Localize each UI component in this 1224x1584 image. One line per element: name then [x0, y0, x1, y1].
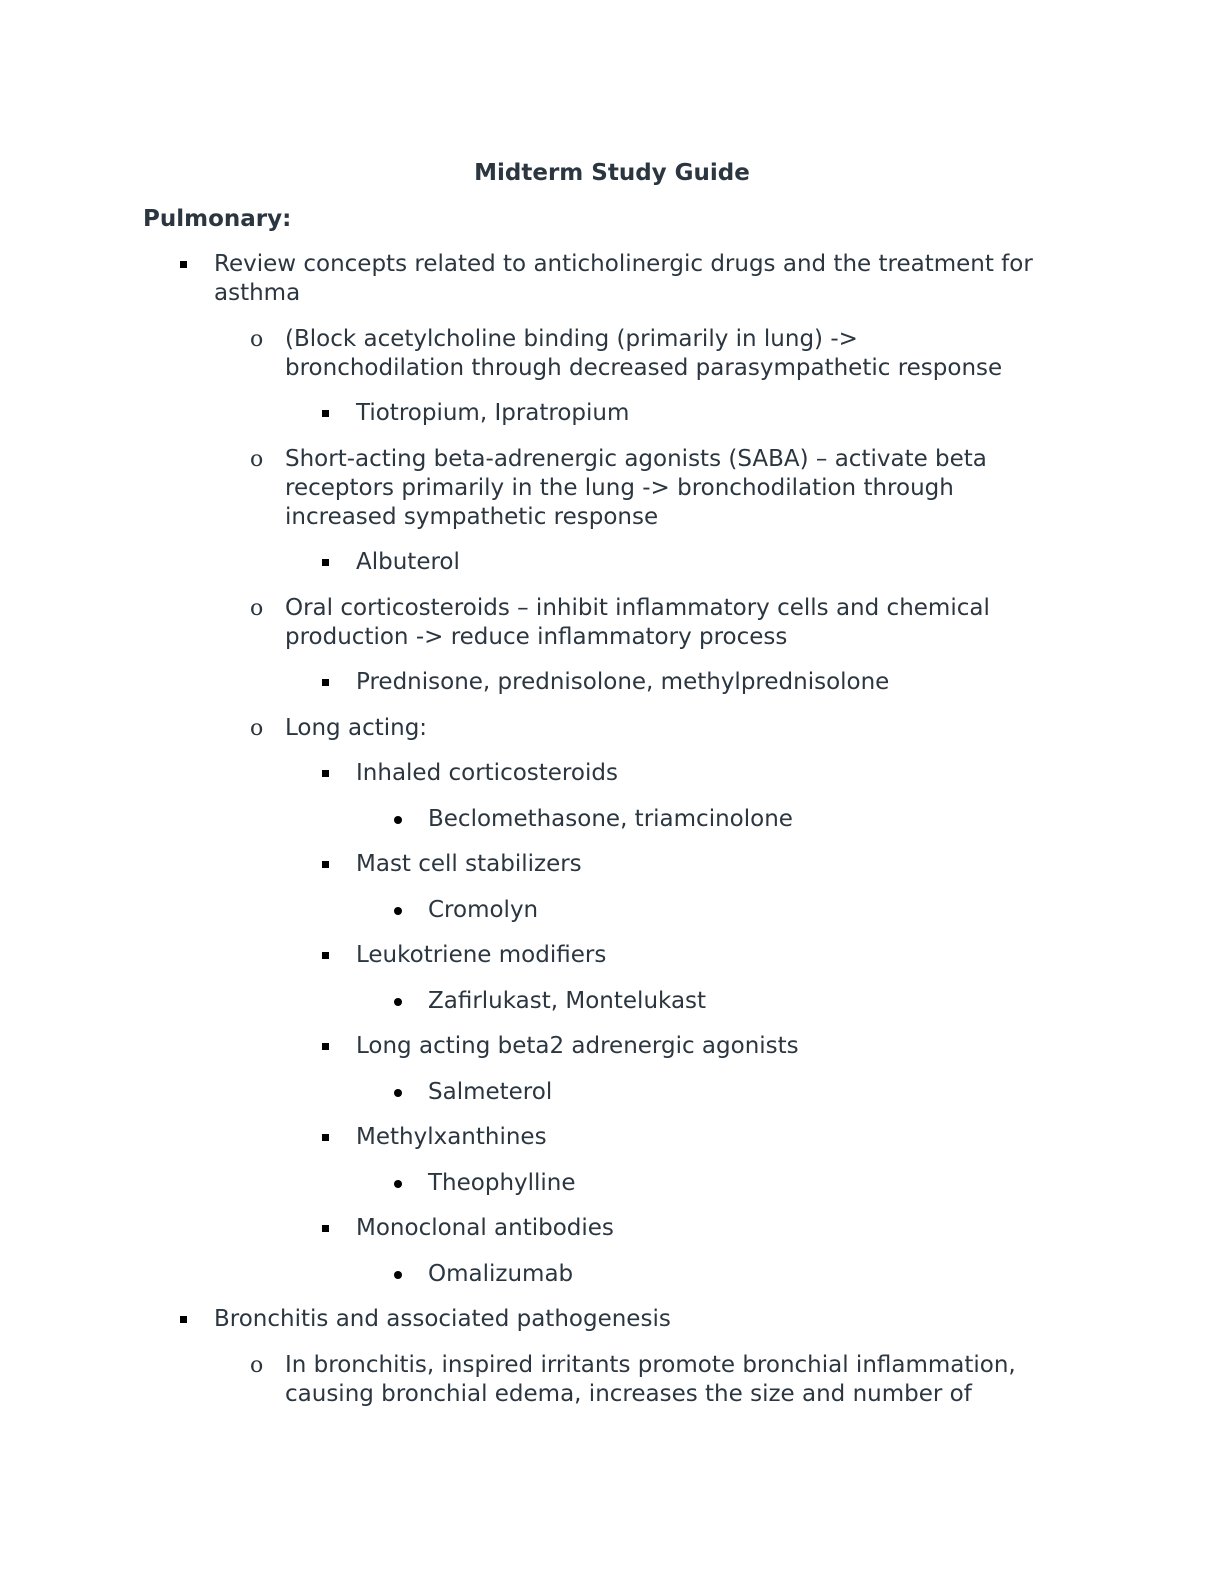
section-heading: Pulmonary: [143, 206, 292, 232]
square-bullet-icon [322, 410, 329, 417]
dot-bullet-icon [394, 907, 402, 915]
dot-bullet-icon [394, 1271, 402, 1279]
list-item-text: asthma [214, 280, 301, 306]
list-item-text: Short-acting beta-adrenergic agonists (SABA) – activate beta [285, 445, 987, 472]
list-item-text: Omalizumab [428, 1260, 574, 1287]
square-bullet-icon [322, 861, 329, 868]
list-item-text: Tiotropium, Ipratropium [356, 400, 630, 426]
list-item-text: increased sympathetic response [285, 503, 659, 530]
square-bullet-icon [322, 952, 329, 959]
list-item-text: Prednisone, prednisolone, methylprednisolone [356, 669, 890, 695]
list-item-text: Albuterol [356, 549, 460, 575]
circle-bullet-icon: o [250, 595, 264, 621]
list-item-text: (Block acetylcholine binding (primarily in lung) -> [285, 325, 858, 352]
square-bullet-icon [180, 1316, 187, 1323]
list-item-text: Inhaled corticosteroids [356, 760, 618, 786]
list-item-text: Review concepts related to anticholinergic drugs and the treatment for [214, 251, 1033, 277]
list-item-text: Leukotriene modifiers [356, 942, 607, 968]
circle-bullet-icon: o [250, 1352, 264, 1378]
list-item-text: Long acting beta2 adrenergic agonists [356, 1033, 799, 1059]
list-item-text: Theophylline [428, 1169, 576, 1196]
list-item-text: Cromolyn [428, 896, 539, 923]
dot-bullet-icon [394, 816, 402, 824]
dot-bullet-icon [394, 998, 402, 1006]
circle-bullet-icon: o [250, 715, 264, 741]
square-bullet-icon [322, 559, 329, 566]
list-item-text: production -> reduce inflammatory process [285, 623, 788, 650]
list-item-text: causing bronchial edema, increases the size and number of [285, 1380, 972, 1407]
list-item-text: In bronchitis, inspired irritants promote bronchial inflammation, [285, 1351, 1016, 1378]
square-bullet-icon [322, 1043, 329, 1050]
list-item-text: Bronchitis and associated pathogenesis [214, 1306, 671, 1332]
list-item-text: bronchodilation through decreased parasympathetic response [285, 354, 1003, 381]
dot-bullet-icon [394, 1089, 402, 1097]
circle-bullet-icon: o [250, 326, 264, 352]
square-bullet-icon [322, 1225, 329, 1232]
list-item-text: receptors primarily in the lung -> bronchodilation through [285, 474, 954, 501]
list-item-text: Salmeterol [428, 1078, 553, 1105]
list-item-text: Mast cell stabilizers [356, 851, 582, 877]
list-item-text: Zafirlukast, Montelukast [428, 987, 707, 1014]
square-bullet-icon [180, 261, 187, 268]
square-bullet-icon [322, 770, 329, 777]
list-item-text: Methylxanthines [356, 1124, 547, 1150]
circle-bullet-icon: o [250, 446, 264, 472]
list-item-text: Long acting: [285, 714, 428, 741]
square-bullet-icon [322, 1134, 329, 1141]
page-title: Midterm Study Guide [474, 160, 750, 186]
list-item-text: Oral corticosteroids – inhibit inflammatory cells and chemical [285, 594, 990, 621]
list-item-text: Beclomethasone, triamcinolone [428, 805, 793, 832]
dot-bullet-icon [394, 1180, 402, 1188]
list-item-text: Monoclonal antibodies [356, 1215, 614, 1241]
square-bullet-icon [322, 679, 329, 686]
